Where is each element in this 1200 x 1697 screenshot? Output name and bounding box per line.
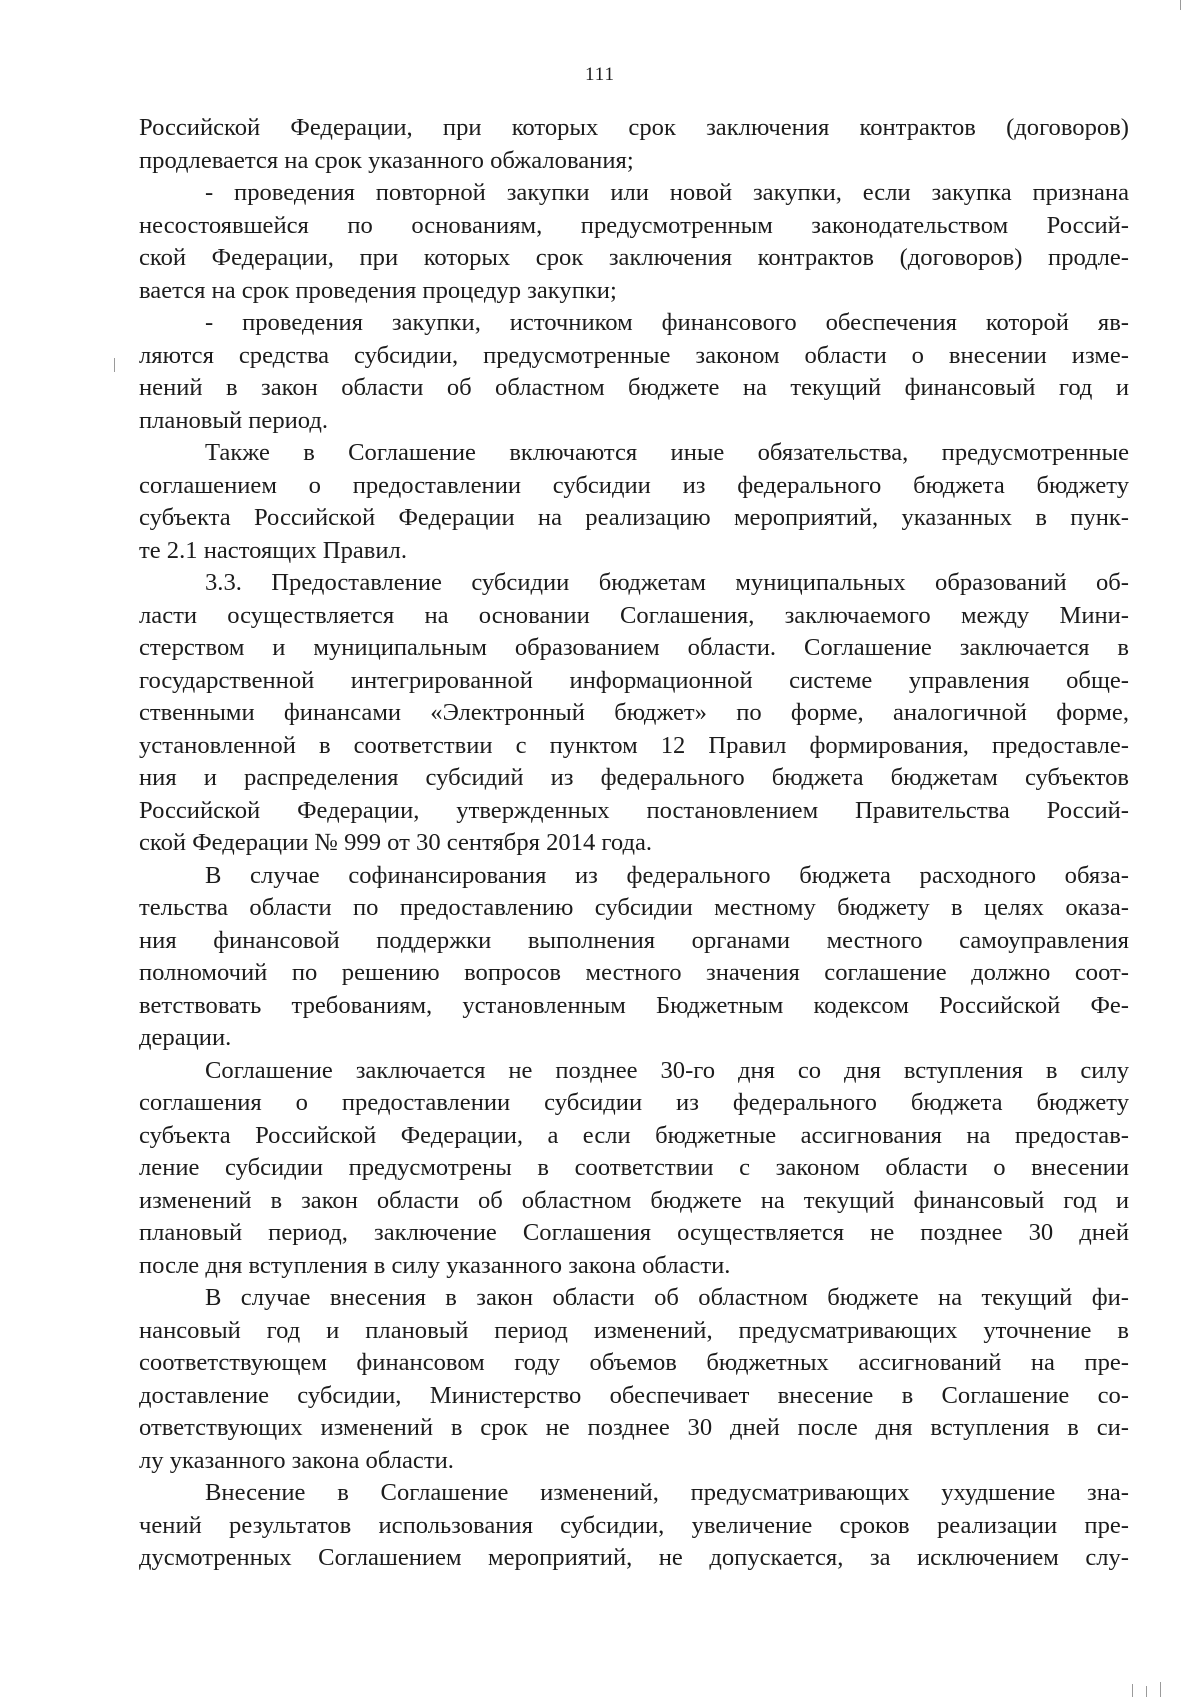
bottom-right-margin-mark-3 — [1160, 1682, 1161, 1697]
text-line: дусмотренных Соглашением мероприятий, не допускается, за исключением слу- — [139, 1544, 1129, 1571]
text-line: 3.3. Предоставление субсидии бюджетам муниципальных образований об- — [205, 569, 1129, 596]
text-line: соответствующем финансовом году объемов бюджетных ассигнований на пре- — [139, 1349, 1129, 1376]
text-line: субъекта Российской Федерации, а если бюджетные ассигнования на предостав- — [139, 1121, 1129, 1149]
text-line: ственными финансами «Электронный бюджет» по форме, аналогичной форме, — [139, 699, 1129, 726]
left-margin-mark — [114, 358, 115, 372]
text-line: ление субсидии предусмотрены в соответствии с законом области о внесении — [139, 1154, 1129, 1181]
text-line: В случае софинансирования из федерального бюджета расходного обяза- — [205, 861, 1129, 889]
text-line: Российской Федерации, утвержденных постановлением Правительства Россий- — [139, 796, 1129, 824]
text-line: Соглашение заключается не позднее 30-го дня со дня вступления в силу — [205, 1056, 1129, 1084]
text-line: нансовый год и плановый период изменений, предусматривающих уточнение в — [139, 1316, 1129, 1344]
text-line: продлевается на срок указанного обжалования; — [139, 146, 634, 174]
text-line: те 2.1 настоящих Правил. — [139, 536, 407, 564]
text-line: субъекта Российской Федерации на реализацию мероприятий, указанных в пунк- — [139, 504, 1129, 531]
text-line: нений в закон области об областном бюджете на текущий финансовый год и — [139, 374, 1129, 401]
document-text — [139, 112, 1129, 1575]
text-line: соглашением о предоставлении субсидии из федерального бюджета бюджету — [139, 471, 1129, 499]
text-line: после дня вступления в силу указанного закона области. — [139, 1251, 731, 1279]
text-line: ответствующих изменений в срок не позднее 30 дней после дня вступления в си- — [139, 1414, 1129, 1441]
text-line: установленной в соответствии с пунктом 12 Правил формирования, предоставле- — [139, 731, 1129, 759]
bottom-right-margin-mark-2 — [1146, 1686, 1147, 1697]
text-line: - проведения закупки, источником финансового обеспечения которой яв- — [205, 309, 1129, 336]
text-line: доставление субсидии, Министерство обеспечивает внесение в Соглашение со- — [139, 1381, 1129, 1409]
text-line: лу указанного закона области. — [139, 1446, 454, 1474]
text-line: плановый период, заключение Соглашения осуществляется не позднее 30 дней — [139, 1219, 1129, 1246]
text-line: вается на срок проведения процедур закупки; — [139, 276, 617, 304]
text-line: несостоявшейся по основаниям, предусмотренным законодательством Россий- — [139, 211, 1129, 239]
text-line: ской Федерации № 999 от 30 сентября 2014 года. — [139, 829, 653, 856]
text-line: Внесение в Соглашение изменений, предусматривающих ухудшение зна- — [205, 1479, 1129, 1506]
text-line: ветствовать требованиям, установленным Бюджетным кодексом Российской Фе- — [139, 991, 1129, 1019]
text-line: - проведения повторной закупки или новой закупки, если закупка признана — [205, 179, 1129, 206]
paragraph — [139, 177, 1129, 307]
top-right-margin-mark — [1180, 0, 1181, 10]
text-line: стерством и муниципальным образованием области. Соглашение заключается в — [139, 634, 1129, 661]
text-line: тельства области по предоставлению субсидии местному бюджету в целях оказа- — [139, 894, 1129, 921]
paragraph — [139, 1282, 1129, 1477]
paragraph — [139, 112, 1129, 177]
text-line: дерации. — [139, 1024, 232, 1051]
text-line: Российской Федерации, при которых срок заключения контрактов (договоров) — [139, 114, 1129, 141]
paragraph — [139, 860, 1129, 1055]
text-line: ния финансовой поддержки выполнения органами местного самоуправления — [139, 926, 1129, 954]
text-line: ляются средства субсидии, предусмотренные законом области о внесении изме- — [139, 341, 1129, 369]
text-line: ласти осуществляется на основании Соглашения, заключаемого между Мини- — [139, 601, 1129, 629]
paragraph — [139, 567, 1129, 860]
paragraph — [139, 1477, 1129, 1575]
text-line: ния и распределения субсидий из федерального бюджета бюджетам субъектов — [139, 764, 1129, 791]
paragraph — [139, 437, 1129, 567]
text-line: изменений в закон области об областном бюджете на текущий финансовый год и — [139, 1186, 1129, 1214]
paragraph — [139, 1055, 1129, 1283]
page-number: 111 — [584, 64, 616, 85]
text-line: плановый период. — [139, 406, 329, 434]
text-line: полномочий по решению вопросов местного значения соглашение должно соот- — [139, 959, 1129, 986]
text-line: соглашения о предоставлении субсидии из федерального бюджета бюджету — [139, 1089, 1129, 1116]
text-line: государственной интегрированной информационной системе управления обще- — [139, 666, 1129, 694]
text-line: В случае внесения в закон области об областном бюджете на текущий фи- — [205, 1284, 1129, 1311]
text-line: ской Федерации, при которых срок заключения контрактов (договоров) продле- — [139, 244, 1129, 271]
text-line: Также в Соглашение включаются иные обязательства, предусмотренные — [205, 439, 1129, 466]
paragraph — [139, 307, 1129, 437]
text-line: чений результатов использования субсидии, увеличение сроков реализации пре- — [139, 1511, 1129, 1539]
bottom-right-margin-mark — [1132, 1684, 1133, 1697]
